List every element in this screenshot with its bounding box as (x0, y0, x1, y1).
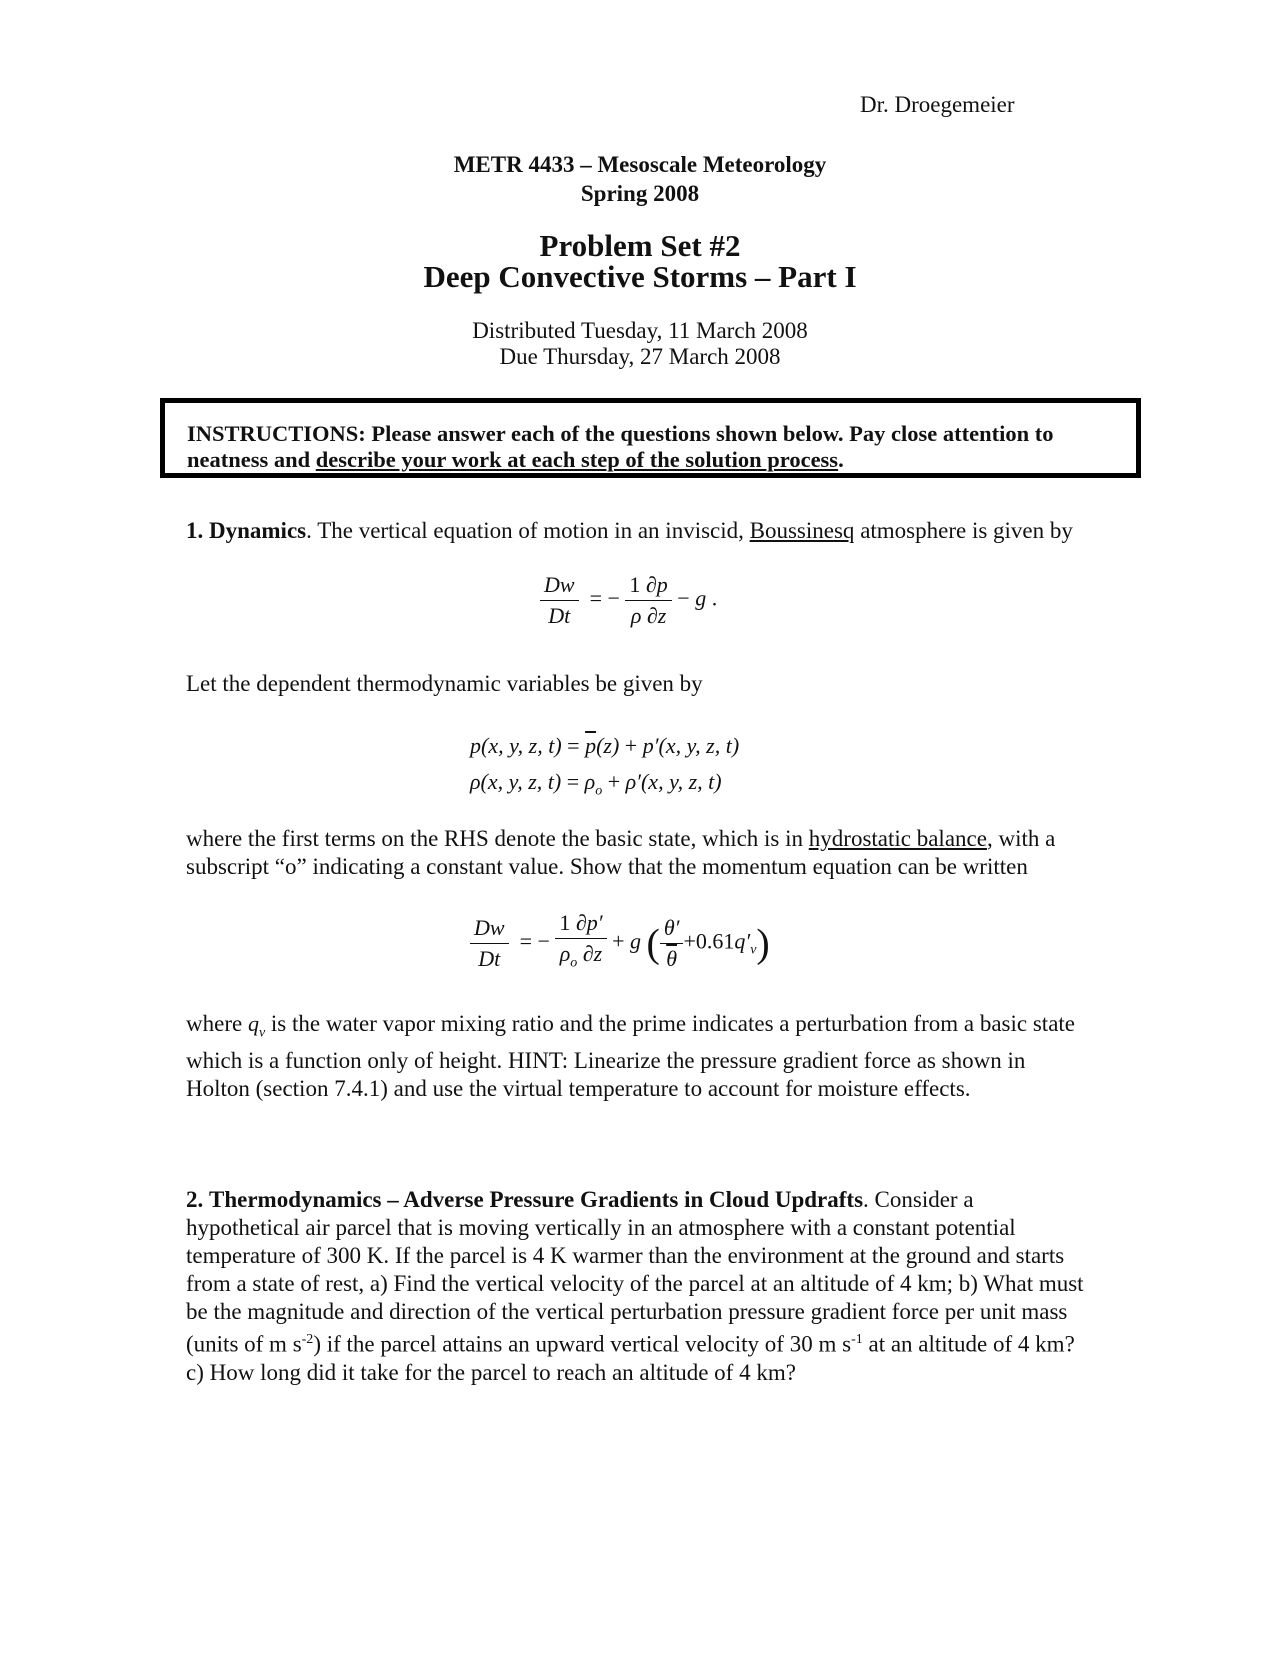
instructions-text: INSTRUCTIONS: Please answer each of the questions shown below. Pay close attention to neatness and describe your work at each step of the solution process. (187, 421, 1054, 472)
problem-2-heading: Thermodynamics – Adverse Pressure Gradients in Cloud Updrafts (209, 1187, 864, 1212)
hydrostatic-balance-term: hydrostatic balance (808, 826, 987, 851)
problem-1-where2-text: where $q_v$ is the water vapor mixing ratio and the prime indicates a perturbation from a basic state which is a function only of height. HINT: Linearize the pressure gradient force as shown in Holton (section 7.4.1) and use the virtual temperature to account for moisture effects. (186, 1011, 1075, 1102)
due-date: Due Thursday, 27 March 2008 (499, 344, 781, 369)
equation-decomposition: p(x, y, z, $t) = \overline{p}(z) + p'(x$, y, z, t) ρ(x, y, z, $t) = \rho_o + \rho'(x$, y, z, t) (470, 733, 740, 799)
instructions-box (160, 398, 1141, 478)
instructions-emphasis: describe your work at each step of the solution process (315, 447, 839, 472)
problem-set-title (0, 230, 1280, 292)
equation-vertical-motion: $\frac{Dw}{Dt}$ = − $\frac{1 \partial p}{\rho \partial z}$ − g . (540, 570, 717, 631)
problem-set-number: Problem Set #2 (539, 228, 741, 263)
author-name: Dr. Droegemeier (860, 92, 1015, 117)
course-term: Spring 2008 (580, 181, 700, 206)
problem-1-let-text: Let the dependent thermodynamic variables be given by (186, 671, 703, 696)
course-title: METR 4433 – Mesoscale Meteorology (453, 152, 827, 177)
dates-block (0, 318, 1280, 370)
problem-1-heading: Dynamics (209, 518, 307, 543)
problem-1-where-text: where the first terms on the RHS denote the basic state, which is in hydrostatic balance, with a subscript “o” indicating a constant value. Show that the momentum equation can be written (186, 826, 1056, 879)
boussinesq-term: Boussinesq (749, 518, 855, 543)
equation-momentum: $\frac{Dw}{Dt}$ = − $\frac{1 \partial p'}{\rho_o \partial z}$ + g ( $\frac{\theta'}{\theta}$ $+0.61q'_v$) (470, 908, 770, 978)
problem-1-intro: 1. Dynamics. The vertical equation of motion in an inviscid, Boussinesq atmosphere is given by (186, 518, 1073, 543)
problem-set-subtitle: Deep Convective Storms – Part I (423, 259, 857, 294)
problem-2: 2. Thermodynamics – Adverse Pressure Gradients in Cloud Updrafts. Consider a hypothetical air parcel that is moving vertically in an atmosphere with a constant potential temperature of 300 K. If the parcel is 4 K warmer than the environment at the ground and starts from a state of rest, a) Find the vertical velocity of the parcel at an altitude of 4 km; b) What must be the magnitude and direction of the vertical perturbation pressure gradient force per unit mass (units of m $s^{-2}$) if the parcel attains an upward vertical velocity of 30 m $s^{-1}$ at an altitude of 4 km? c) How long did it take for the parcel to reach an altitude of 4 km? (186, 1187, 1084, 1385)
distributed-date: Distributed Tuesday, 11 March 2008 (472, 318, 808, 343)
problem-1-number: 1. (186, 518, 204, 543)
course-header (0, 150, 1280, 208)
problem-2-number: 2. (186, 1187, 204, 1212)
